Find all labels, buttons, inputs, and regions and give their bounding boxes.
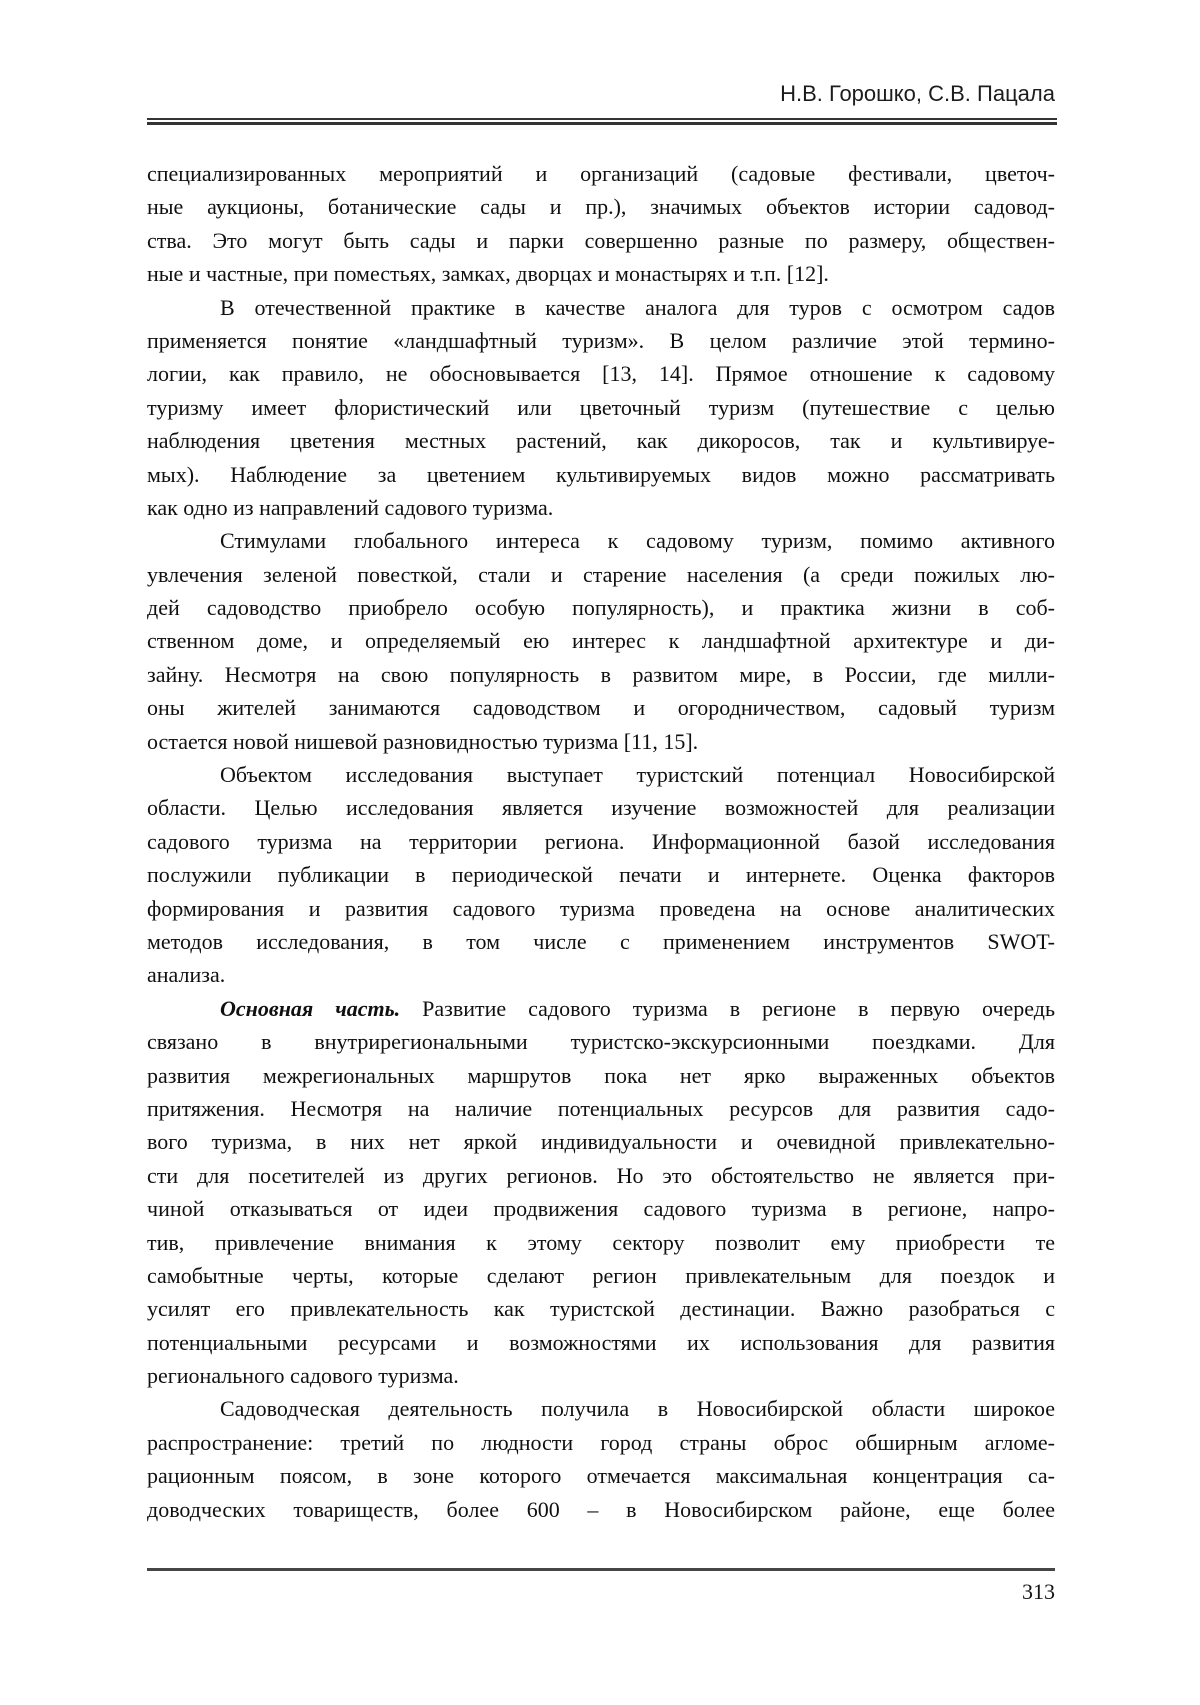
text-line: рационным поясом, в зоне которого отмечается максимальная концентрация са- (147, 1463, 1055, 1489)
text-line: самобытные черты, которые сделают регион привлекательным для поездок и (147, 1262, 1055, 1288)
text-line: формирования и развития садового туризма проведена на основе аналитических (147, 895, 1055, 921)
text-line: развития межрегиональных маршрутов пока нет ярко выраженных объектов (147, 1062, 1055, 1088)
text-line: садового туризма на территории региона. Информационной базой исследования (147, 828, 1055, 854)
text-line: мых). Наблюдение за цветением культивируемых видов можно рассматривать (147, 461, 1055, 487)
text-line: оны жителей занимаются садоводством и огородничеством, садовый туризм (147, 695, 1055, 721)
text-line: Стимулами глобального интереса к садовому туризм, помимо активного (220, 528, 1055, 554)
text-line: специализированных мероприятий и организаций (садовые фестивали, цветоч- (147, 161, 1055, 186)
text-line: дей садоводство приобрело особую популярность), и практика жизни в соб- (147, 595, 1055, 621)
text-line: послужили публикации в периодической печати и интернете. Оценка факторов (147, 862, 1055, 888)
text-line: как одно из направлений садового туризма. (147, 494, 554, 520)
text-line: зайну. Несмотря на свою популярность в развитом мире, в России, где милли- (147, 661, 1055, 687)
text-line: тив, привлечение внимания к этому сектору позволит ему приобрести те (147, 1229, 1055, 1255)
text-line: связано в внутрирегиональными туристско-экскурсионными поездками. Для (147, 1029, 1055, 1055)
text-line: ные и частные, при поместьях, замках, дворцах и монастырях и т.п. [12]. (147, 261, 829, 287)
paragraph (147, 758, 1055, 992)
text-line: Садоводческая деятельность получила в Новосибирской области широкое (220, 1396, 1055, 1422)
footer-rule (147, 1568, 1055, 1571)
page-number: 313 (1022, 1579, 1055, 1604)
paragraph (147, 157, 1055, 291)
text-line: логии, как правило, не обосновывается [13, 14]. Прямое отношение к садовому (147, 361, 1055, 387)
text-line: сти для посетителей из других регионов. Но это обстоятельство не является при- (147, 1162, 1055, 1188)
section-lead: Основная часть. (220, 995, 401, 1021)
paragraph (147, 524, 1055, 758)
text-line: ные аукционы, ботанические сады и пр.), значимых объектов истории садовод- (147, 194, 1055, 220)
running-header-authors: Н.В. Горошко, С.В. Пацала (780, 81, 1055, 106)
text-line: ственном доме, и определяемый ею интерес к ландшафтной архитектуре и ди- (147, 628, 1055, 654)
text-line: области. Целью исследования является изучение возможностей для реализации (147, 795, 1055, 821)
text-line: распространение: третий по людности город страны оброс обширным агломе- (147, 1429, 1055, 1455)
text-line: остается новой нишевой разновидностью туризма [11, 15]. (147, 728, 699, 754)
text-line: применяется понятие «ландшафтный туризм». В целом различие этой термино- (147, 327, 1055, 353)
text-line: потенциальными ресурсами и возможностями их использования для развития (147, 1329, 1055, 1355)
text-line: чиной отказываться от идеи продвижения садового туризма в регионе, напро- (147, 1196, 1055, 1222)
text-segment: Развитие садового туризма в регионе в первую очередь (400, 995, 1055, 1021)
text-line: В отечественной практике в качестве аналога для туров с осмотром садов (220, 294, 1055, 320)
text-line: усилят его привлекательность как туристской дестинации. Важно разобраться с (147, 1296, 1055, 1322)
paragraph (147, 1392, 1055, 1526)
text-line: туризму имеет флористический или цветочный туризм (путешествие с целью (147, 394, 1055, 420)
paragraph (147, 291, 1055, 525)
text-line: анализа. (147, 962, 226, 988)
text-line (147, 992, 1055, 1025)
header-double-rule (147, 118, 1057, 125)
body-text (147, 157, 1055, 1526)
text-line: ства. Это могут быть сады и парки совершенно разные по размеру, обществен- (147, 227, 1055, 253)
text-line: методов исследования, в том числе с применением инструментов SWOT- (147, 928, 1055, 954)
text-line: доводческих товариществ, более 600 – в Новосибирском районе, еще более (147, 1496, 1055, 1522)
text-line: увлечения зеленой повесткой, стали и старение населения (а среди пожилых лю- (147, 561, 1055, 587)
text-line: вого туризма, в них нет яркой индивидуальности и очевидной привлекательно- (147, 1129, 1055, 1155)
paragraph (147, 992, 1055, 1393)
text-line: притяжения. Несмотря на наличие потенциальных ресурсов для развития садо- (147, 1095, 1055, 1121)
text-line: Объектом исследования выступает туристский потенциал Новосибирской (220, 762, 1055, 788)
text-line: регионального садового туризма. (147, 1363, 459, 1389)
text-line: наблюдения цветения местных растений, как дикоросов, так и культивируе- (147, 428, 1055, 454)
